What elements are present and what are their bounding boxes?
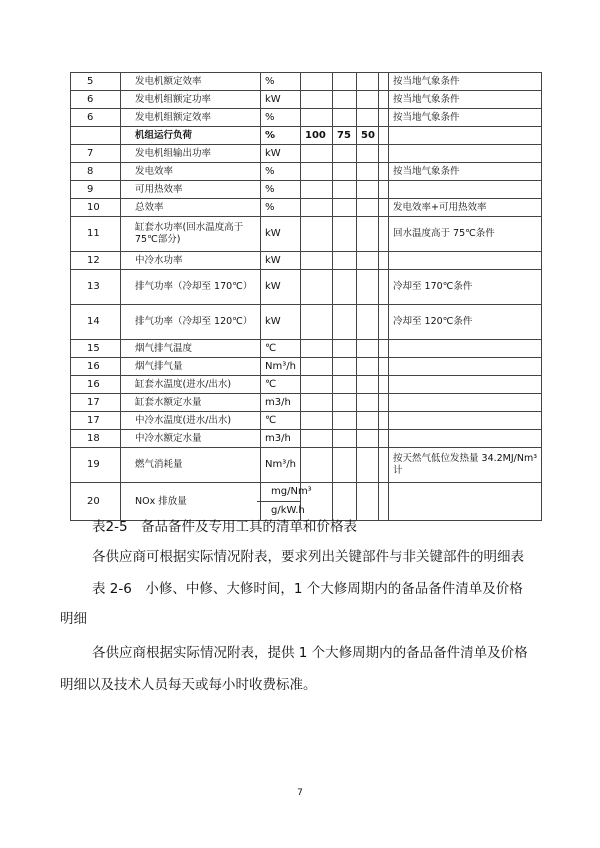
row-number: 10 [71, 199, 121, 217]
load-100-value [301, 270, 333, 305]
empty-cell [357, 483, 379, 521]
row-number: 5 [71, 73, 121, 91]
table-row [71, 73, 542, 91]
load-100-value [301, 394, 333, 412]
unit: kW [261, 305, 301, 340]
load-100-value [301, 181, 333, 199]
load-100-value [301, 340, 333, 358]
load-50-value [357, 412, 379, 430]
heading-table-2-6: 表 2-6 小修、中修、大修时间，1 个大修周期内的备品备件清单及价格 [92, 581, 523, 597]
load-100-value [301, 376, 333, 394]
load-50-value [357, 109, 379, 127]
row-number: 17 [71, 394, 121, 412]
spare-cell [379, 340, 389, 358]
remark [389, 394, 542, 412]
parameter-name: 发电机组额定效率 [121, 109, 261, 127]
load-75-value [333, 270, 357, 305]
spare-cell [379, 358, 389, 376]
empty-cell [389, 483, 542, 521]
parameter-name: 缸套水额定水量 [121, 394, 261, 412]
remark [389, 252, 542, 270]
load-100-value [301, 217, 333, 252]
table-row [71, 394, 542, 412]
remark: 冷却至 170℃条件 [389, 270, 542, 305]
load-50-value [357, 358, 379, 376]
unit: kW [261, 217, 301, 252]
row-number: 13 [71, 270, 121, 305]
load-50-value [357, 305, 379, 340]
load-50-value [357, 217, 379, 252]
page-number: 7 [297, 788, 303, 798]
spare-cell [379, 305, 389, 340]
parameter-name: 发电机组输出功率 [121, 145, 261, 163]
remark [389, 376, 542, 394]
paragraph-table-2-6-note-cont: 明细以及技术人员每天或每小时收费标准。 [60, 677, 317, 693]
row-number: 6 [71, 109, 121, 127]
load-100-value [301, 305, 333, 340]
table-row [71, 145, 542, 163]
unit: % [261, 109, 301, 127]
table-row [71, 127, 542, 145]
parameter-name: 发电机额定效率 [121, 73, 261, 91]
table-row [71, 358, 542, 376]
load-100-value [301, 358, 333, 376]
load-50-value [357, 91, 379, 109]
row-number: 19 [71, 448, 121, 483]
load-75-value [333, 163, 357, 181]
row-number: 15 [71, 340, 121, 358]
table-row [71, 305, 542, 340]
load-75-value [333, 181, 357, 199]
unit: % [261, 73, 301, 91]
spare-cell [379, 73, 389, 91]
unit: kW [261, 91, 301, 109]
load-100-value [301, 109, 333, 127]
load-50-value [357, 181, 379, 199]
unit: m3/h [261, 430, 301, 448]
heading-table-2-5: 表2-5 备品备件及专用工具的清单和价格表 [92, 519, 358, 535]
empty-cell [379, 483, 389, 521]
spare-cell [379, 91, 389, 109]
row-number: 11 [71, 217, 121, 252]
load-50-value [357, 73, 379, 91]
remark: 按天然气低位发热量 34.2MJ/Nm³计 [389, 448, 542, 483]
remark [389, 181, 542, 199]
remark: 按当地气象条件 [389, 91, 542, 109]
paragraph-table-2-6-note: 各供应商根据实际情况附表，提供 1 个大修周期内的备品备件清单及价格 [92, 645, 528, 661]
load-75-value [333, 358, 357, 376]
unit: % [261, 163, 301, 181]
remark [389, 358, 542, 376]
table-row [71, 412, 542, 430]
row-number: 18 [71, 430, 121, 448]
heading-table-2-6-cont: 明细 [60, 611, 87, 627]
unit: ℃ [261, 412, 301, 430]
load-100-value [301, 252, 333, 270]
remark: 冷却至 120℃条件 [389, 305, 542, 340]
unit-bottom: g/kW.h [271, 505, 305, 516]
unit-top: mg/Nm³ [257, 483, 300, 502]
load-50-value [357, 163, 379, 181]
spare-cell [379, 252, 389, 270]
table-row [71, 91, 542, 109]
table-row [71, 270, 542, 305]
spare-cell [379, 412, 389, 430]
remark: 发电效率+可用热效率 [389, 199, 542, 217]
table-row [71, 199, 542, 217]
parameter-name: NOx 排放量 [121, 483, 261, 521]
unit: ℃ [261, 340, 301, 358]
spare-cell [379, 163, 389, 181]
row-number: 9 [71, 181, 121, 199]
remark [389, 127, 542, 145]
row-number: 17 [71, 412, 121, 430]
row-number: 16 [71, 376, 121, 394]
row-number: 7 [71, 145, 121, 163]
table-row [71, 376, 542, 394]
load-75-value [333, 430, 357, 448]
load-100-value [301, 412, 333, 430]
table-row [71, 163, 542, 181]
parameter-name: 可用热效率 [121, 181, 261, 199]
table-row [71, 252, 542, 270]
spare-cell [379, 430, 389, 448]
unit: m3/h [261, 394, 301, 412]
load-75-value [333, 448, 357, 483]
parameter-name: 中冷水功率 [121, 252, 261, 270]
remark: 按当地气象条件 [389, 73, 542, 91]
parameter-name: 烟气排气温度 [121, 340, 261, 358]
load-50-value: 50 [357, 127, 379, 145]
load-100-value [301, 430, 333, 448]
row-number: 8 [71, 163, 121, 181]
remark [389, 145, 542, 163]
spare-cell [379, 448, 389, 483]
table-row [71, 181, 542, 199]
parameter-name: 排气功率（冷却至 120℃） [121, 305, 261, 340]
load-50-value [357, 340, 379, 358]
row-number: 6 [71, 91, 121, 109]
load-75-value [333, 412, 357, 430]
load-75-value [333, 376, 357, 394]
spare-cell [379, 270, 389, 305]
table-row [71, 430, 542, 448]
parameter-name: 发电机组额定功率 [121, 91, 261, 109]
load-50-value [357, 270, 379, 305]
load-75-value [333, 199, 357, 217]
spare-cell [379, 127, 389, 145]
load-100-value [301, 91, 333, 109]
table-row [71, 340, 542, 358]
row-number [71, 127, 121, 145]
unit: Nm³/h [261, 358, 301, 376]
remark [389, 412, 542, 430]
load-75-value [333, 91, 357, 109]
spec-table [70, 72, 542, 521]
remark: 回水温度高于 75℃条件 [389, 217, 542, 252]
spare-cell [379, 394, 389, 412]
load-50-value [357, 199, 379, 217]
parameter-name: 机组运行负荷 [121, 127, 261, 145]
table-row [71, 109, 542, 127]
parameter-name: 烟气排气量 [121, 358, 261, 376]
load-50-value [357, 145, 379, 163]
load-50-value [357, 448, 379, 483]
parameter-name: 缸套水功率(回水温度高于 75℃部分) [121, 217, 261, 252]
spare-cell [379, 199, 389, 217]
parameter-name: 排气功率（冷却至 170℃） [121, 270, 261, 305]
unit: % [261, 127, 301, 145]
parameter-name: 中冷水温度(进水/出水) [121, 412, 261, 430]
spare-cell [379, 145, 389, 163]
load-100-value [301, 73, 333, 91]
unit: % [261, 199, 301, 217]
load-75-value [333, 145, 357, 163]
load-75-value [333, 340, 357, 358]
parameter-name: 中冷水额定水量 [121, 430, 261, 448]
table-row [71, 217, 542, 252]
row-number: 14 [71, 305, 121, 340]
load-100-value [301, 448, 333, 483]
parameter-name: 缸套水温度(进水/出水) [121, 376, 261, 394]
spare-cell [379, 109, 389, 127]
spare-cell [379, 181, 389, 199]
row-number: 16 [71, 358, 121, 376]
remark [389, 340, 542, 358]
load-100-value [301, 199, 333, 217]
load-75-value [333, 73, 357, 91]
parameter-name: 燃气消耗量 [121, 448, 261, 483]
load-100-value [301, 145, 333, 163]
paragraph-table-2-5-note: 各供应商可根据实际情况附表，要求列出关键部件与非关键部件的明细表 [92, 549, 524, 565]
load-75-value [333, 217, 357, 252]
load-50-value [357, 430, 379, 448]
unit: kW [261, 145, 301, 163]
remark: 按当地气象条件 [389, 163, 542, 181]
load-75-value: 75 [333, 127, 357, 145]
unit: ℃ [261, 376, 301, 394]
remark: 按当地气象条件 [389, 109, 542, 127]
unit: kW [261, 270, 301, 305]
row-number: 12 [71, 252, 121, 270]
parameter-name: 总效率 [121, 199, 261, 217]
load-75-value [333, 305, 357, 340]
spare-cell [379, 217, 389, 252]
unit: % [261, 181, 301, 199]
load-100-value [301, 163, 333, 181]
load-100-value: 100 [301, 127, 333, 145]
spare-cell [379, 376, 389, 394]
load-75-value [333, 394, 357, 412]
load-75-value [333, 252, 357, 270]
remark [389, 430, 542, 448]
parameter-name: 发电效率 [121, 163, 261, 181]
load-50-value [357, 252, 379, 270]
table-row [71, 448, 542, 483]
unit: kW [261, 252, 301, 270]
unit: Nm³/h [261, 448, 301, 483]
row-number: 20 [71, 483, 121, 521]
load-50-value [357, 376, 379, 394]
load-50-value [357, 394, 379, 412]
load-75-value [333, 109, 357, 127]
